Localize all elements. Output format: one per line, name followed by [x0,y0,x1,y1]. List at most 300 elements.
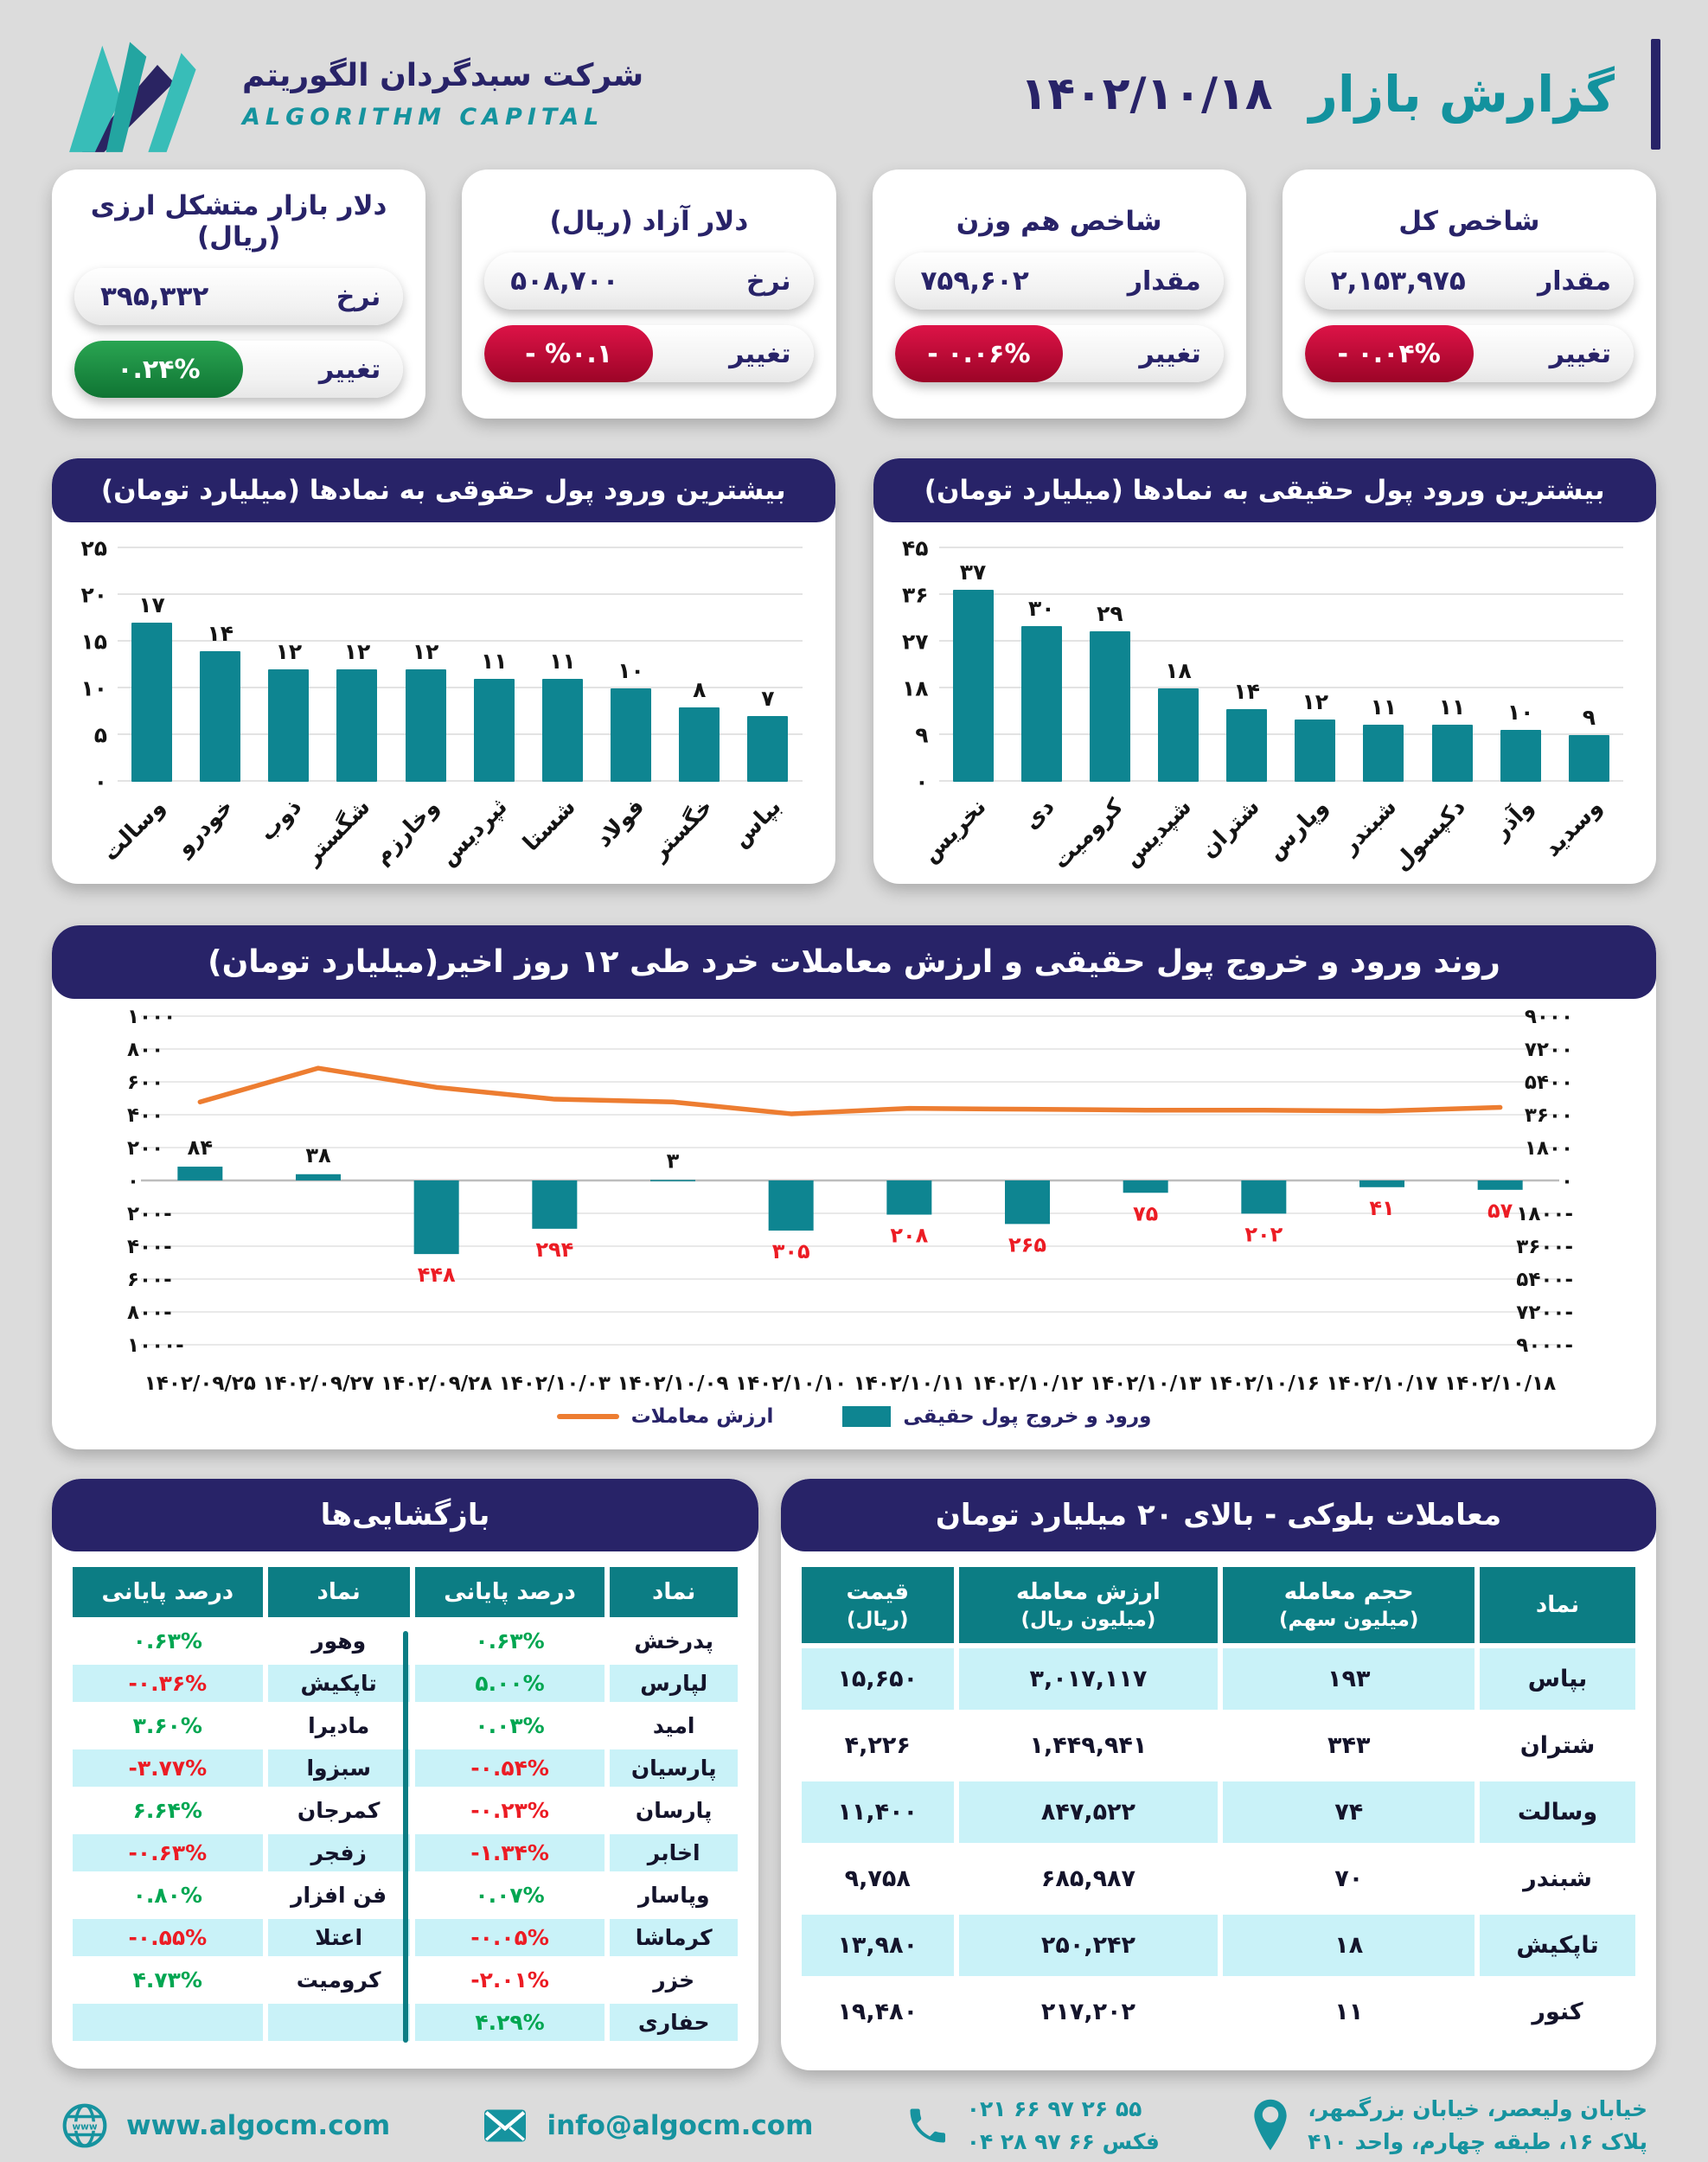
symbol-cell: پدرخش [610,1622,738,1660]
bar-value-label: ۱۱ [1370,694,1398,720]
phone-icon [905,2103,950,2148]
y-tick-label: ۳۶ [901,582,929,608]
email-link[interactable]: info@algocm.com [547,2109,814,2141]
bars [939,548,1624,782]
percent-cell [73,2004,263,2041]
table-row [802,1715,1635,1776]
svg-text:-۹۰۰۰: -۹۰۰۰ [1515,1334,1573,1357]
address-line-2: پلاک ۱۶، طبقه چهارم، واحد ۴۱۰ [1308,2129,1647,2154]
y-tick-label: ۴۵ [901,535,929,561]
value-cell: ۸۴۷,۵۲۲ [959,1781,1219,1843]
trend-chart-card [52,925,1656,1449]
phone-lines [967,2096,1160,2154]
x-label: دکپسول [1388,794,1471,877]
symbol-cell: کرماشا [610,1919,738,1956]
y-tick-label: ۰ [93,769,107,795]
symbol-cell: خزر [610,1961,738,1999]
bar-group [121,548,182,782]
svg-text:۱۴۰۲/۰۹/۲۷: ۱۴۰۲/۰۹/۲۷ [261,1372,374,1395]
value-number: ۲,۱۵۳,۹۷۵ [1330,265,1466,297]
address-lines [1308,2096,1647,2154]
stat-card-title: دلار بازار متشکل ارزی (ریال) [90,190,387,253]
table-row [802,1981,1635,2043]
value-label: مقدار [1127,265,1201,297]
bar-value-label: ۱۲ [343,639,371,665]
y-axis [887,535,939,795]
bar [200,651,240,782]
bar-value-label: ۸ [693,676,707,702]
title-accent-bar [1651,39,1660,150]
change-pill [74,341,403,398]
footer-email [481,2105,813,2146]
legend-item-money-flow [842,1405,1151,1428]
svg-text:۱۰۰۰: ۱۰۰۰ [126,1006,176,1028]
svg-text:۱۴۰۲/۱۰/۱۸: ۱۴۰۲/۱۰/۱۸ [1443,1372,1556,1395]
bar [1432,725,1473,782]
bar [268,669,309,782]
symbol-cell: تاپکیش [1480,1915,1635,1976]
bar [1295,720,1335,782]
bar [131,623,172,782]
svg-text:۵۴۰۰: ۵۴۰۰ [1524,1071,1573,1094]
bar-group [1216,548,1277,782]
value-number: ۳۹۵,۳۳۲ [100,281,209,312]
line-swatch-icon [557,1414,619,1419]
reopenings-card [52,1479,758,2069]
x-label: وپارس [1262,794,1334,866]
svg-text:۸۰۰: ۸۰۰ [126,1039,163,1061]
value-pill [1305,253,1634,310]
svg-text:۱۴۰۲/۱۰/۱۱: ۱۴۰۲/۱۰/۱۱ [853,1372,965,1395]
y-tick-label: ۱۵ [80,629,107,655]
y-tick-label: ۲۷ [901,629,929,655]
footer-phone [905,2096,1160,2154]
symbol-cell: فن افزار [268,1877,410,1914]
bar-group [464,548,525,782]
svg-text:-۱۸۰۰: -۱۸۰۰ [1515,1203,1573,1225]
block-trades-table [796,1562,1641,2048]
table-row [802,1848,1635,1909]
svg-text:-۲۰۰: -۲۰۰ [126,1203,172,1225]
svg-text:-۴۰۰: -۴۰۰ [126,1236,172,1258]
bar [474,679,515,782]
bar-value-label: ۱۱ [481,649,508,675]
svg-text:۱۴۰۲/۱۰/۱۶: ۱۴۰۲/۱۰/۱۶ [1207,1372,1320,1395]
svg-text:۱۴۰۲/۱۰/۱۷: ۱۴۰۲/۱۰/۱۷ [1325,1372,1438,1395]
svg-text:-۵۴۰۰: -۵۴۰۰ [1515,1269,1573,1291]
value-label: نرخ [336,281,381,312]
symbol-cell: اعتلا [268,1919,410,1956]
percent-cell: ۰.۰۷% [415,1877,605,1914]
reopenings-title: بازگشایی‌ها [52,1479,758,1551]
value-cell: ۲۱۷,۲۰۲ [959,1981,1219,2043]
bar-value-label: ۱۰ [617,658,644,683]
x-label: خودرو [171,794,239,861]
svg-text:۶۰۰: ۶۰۰ [126,1071,163,1094]
svg-text:۱۴۰۲/۰۹/۲۸: ۱۴۰۲/۰۹/۲۸ [380,1372,492,1395]
bar-value-label: ۹ [1582,705,1596,730]
price-cell: ۹,۷۵۸ [802,1848,954,1909]
price-cell: ۱۱,۴۰۰ [802,1781,954,1843]
svg-text:۱۸۰۰: ۱۸۰۰ [1524,1137,1573,1160]
bar [1021,626,1062,782]
volume-cell: ۳۴۳ [1223,1715,1475,1776]
price-cell: ۱۵,۶۵۰ [802,1648,954,1710]
symbol-cell: شبندر [1480,1848,1635,1909]
chart-title: بیشترین ورود پول حقوقی به نمادها (میلیارد تومان) [52,458,835,522]
bar-group [326,548,387,782]
stat-card [1283,170,1656,419]
bar [953,590,994,782]
x-label: کرومیت [1047,794,1129,875]
svg-text:۳۰۵: ۳۰۵ [771,1238,810,1263]
stat-card [462,170,835,419]
address-line-1: خیابان ولیعصر، خیابان بزرگمهر، [1308,2096,1647,2121]
change-label: تغییر [1139,338,1201,369]
bar-group [1148,548,1209,782]
table-row [802,1781,1635,1843]
x-label: ثپردیس [435,794,513,872]
y-tick-label: ۵ [93,722,107,748]
bar [1158,688,1199,782]
bar-chart-real [887,535,1624,795]
bar [1569,735,1609,782]
svg-text:۸۴: ۸۴ [187,1135,213,1161]
symbol-cell: اخابر [610,1834,738,1871]
phone-number: ۰۲۱ ۶۶ ۹۷ ۲۶ ۵۵ [966,2096,1142,2121]
column-header: حجم معامله (میلیون سهم) [1223,1567,1475,1643]
bar-value-label: ۱۲ [275,639,303,665]
volume-cell: ۱۹۳ [1223,1648,1475,1710]
column-header: درصد پایانی [415,1567,605,1617]
symbol-cell: پارسیان [610,1749,738,1787]
brand-text [242,58,643,131]
x-label: شتران [1195,794,1265,864]
fax-number: ۰۴ ۲۸ ۹۷ ۶۶ فکس [966,2129,1160,2154]
svg-text:۱۴۰۲/۱۰/۱۲: ۱۴۰۲/۱۰/۱۲ [970,1372,1084,1395]
column-header: نماد [268,1567,410,1617]
svg-text:-۱۰۰۰: -۱۰۰۰ [126,1334,184,1357]
location-pin-icon [1251,2098,1290,2153]
bar-group [1558,548,1620,782]
column-header: درصد پایانی [73,1567,263,1617]
x-label: دی [1018,794,1060,835]
y-tick-label: ۱۰ [80,675,107,701]
table-divider [403,1631,408,2043]
percent-cell: -۰.۳۶% [73,1665,263,1702]
symbol-cell: وسالت [1480,1781,1635,1843]
bar [1363,725,1404,782]
bar-value-label: ۷ [761,686,775,712]
symbol-cell: بپاس [1480,1648,1635,1710]
stat-card-title: شاخص کل [1398,206,1540,237]
bar-group [668,548,730,782]
block-trades-card [781,1479,1656,2070]
trend-chart-title: روند ورود و خروج پول حقیقی و ارزش معاملات خرد طی ۱۲ روز اخیر(میلیارد تومان) [52,925,1656,999]
plot-area [939,548,1624,782]
percent-cell: -۰.۶۳% [73,1834,263,1871]
symbol-cell: وهور [268,1622,410,1660]
footer-address [1251,2096,1647,2154]
symbol-cell: امید [610,1707,738,1744]
svg-text:۱۴۰۲/۱۰/۱۰: ۱۴۰۲/۱۰/۱۰ [734,1372,847,1395]
symbol-cell [268,2004,410,2041]
svg-text:۴۱: ۴۱ [1368,1195,1395,1220]
svg-text:-۳۶۰۰: -۳۶۰۰ [1515,1236,1573,1258]
svg-text:۵۷: ۵۷ [1487,1198,1513,1223]
symbol-cell: تاپکیش [268,1665,410,1702]
x-label: شپدیس [1118,794,1197,873]
value-cell: ۳,۰۱۷,۱۱۷ [959,1648,1219,1710]
change-pill [484,325,813,382]
volume-cell: ۱۸ [1223,1915,1475,1976]
bar-group [395,548,457,782]
envelope-icon [481,2105,529,2146]
symbol-cell: کنور [1480,1981,1635,2043]
percent-cell: -۳.۷۷% [73,1749,263,1787]
footer [61,2096,1647,2154]
brand-name-en: ALGORITHM CAPITAL [242,104,605,131]
volume-cell: ۷۰ [1223,1848,1475,1909]
bar-value-label: ۱۱ [549,649,576,675]
stat-cards-row [52,170,1656,419]
svg-text:-۶۰۰: -۶۰۰ [126,1269,172,1291]
value-pill [74,268,403,325]
volume-cell: ۷۴ [1223,1781,1475,1843]
svg-text:۲۹۴: ۲۹۴ [534,1237,573,1262]
y-tick-label: ۰ [915,769,929,795]
bar-value-label: ۱۷ [138,592,165,618]
value-number: ۵۰۸,۷۰۰ [510,265,619,297]
svg-text:۰: ۰ [1560,1170,1573,1193]
bar-group [189,548,251,782]
price-cell: ۱۹,۴۸۰ [802,1981,954,2043]
bar-chart-legal [66,535,803,795]
bar [611,688,651,782]
bar-group [258,548,319,782]
percent-cell: -۰.۵۴% [415,1749,605,1787]
bar-group [1011,548,1072,782]
bars [118,548,803,782]
value-pill [484,253,813,310]
x-label: نخریس [917,794,992,868]
value-label: مقدار [1537,265,1611,297]
chart-card-real-money-inflow [873,458,1657,884]
svg-text:۱۴۰۲/۱۰/۰۳: ۱۴۰۲/۱۰/۰۳ [498,1372,611,1395]
symbol-cell: وپاسار [610,1877,738,1914]
x-label: وسدید [1538,794,1608,862]
bar [406,669,446,782]
y-axis [66,535,118,795]
bar-group [600,548,662,782]
trend-legend [52,1405,1656,1428]
bar-value-label: ۱۱ [1438,694,1466,720]
svg-text:www: www [72,2121,98,2133]
bar-value-label: ۱۲ [412,639,439,665]
bar-group [737,548,798,782]
bar-value-label: ۲۹ [1097,601,1123,626]
block-trades-title: معاملات بلوکی - بالای ۲۰ میلیارد تومان [781,1479,1656,1551]
bar-value-label: ۳۰ [1027,596,1055,621]
globe-www-icon [61,2101,109,2150]
header [0,0,1708,164]
table-row [802,1915,1635,1976]
x-label: وآذر [1487,794,1539,845]
bar [1500,730,1541,782]
y-tick-label: ۲۰ [80,582,107,608]
svg-text:۳: ۳ [666,1148,679,1174]
website-link[interactable]: www.algocm.com [126,2109,391,2141]
percent-cell: ۴.۷۳% [73,1961,263,1999]
legend-label: ورود و خروج پول حقیقی [903,1405,1152,1428]
bar [1226,709,1267,782]
percent-cell: -۰.۰۵% [415,1919,605,1956]
percent-cell: ۰.۸۰% [73,1877,263,1914]
algorithm-capital-logo-icon [61,35,225,154]
x-label: بپاس [727,794,787,853]
value-number: ۷۵۹,۶۰۲ [920,265,1029,297]
legend-item-trade-value [557,1405,774,1428]
bar-group [1353,548,1414,782]
percent-cell: ۴.۲۹% [415,2004,605,2041]
bar [679,707,720,782]
volume-cell: ۱۱ [1223,1981,1475,2043]
bar-value-label: ۱۰ [1506,700,1534,725]
svg-text:۱۴۰۲/۰۹/۲۵: ۱۴۰۲/۰۹/۲۵ [144,1372,256,1395]
x-label: وسالت [97,794,170,867]
price-cell: ۱۳,۹۸۰ [802,1915,954,1976]
value-cell: ۶۸۵,۹۸۷ [959,1848,1219,1909]
bar-value-label: ۱۴ [207,620,233,646]
svg-text:۲۰۰: ۲۰۰ [126,1137,163,1160]
y-tick-label: ۹ [915,722,929,748]
symbol-cell: زفجر [268,1834,410,1871]
report-title-group [1020,39,1660,150]
percent-cell: -۲.۰۱% [415,1961,605,1999]
change-pill [895,325,1224,382]
bar-value-label: ۱۸ [1165,658,1192,683]
tables-row [52,1479,1656,2070]
svg-text:۲۰۸: ۲۰۸ [889,1223,928,1248]
x-axis-labels [97,785,803,879]
x-label: ذوب [254,794,308,847]
bar [336,669,377,782]
svg-text:-۷۲۰۰: -۷۲۰۰ [1515,1302,1573,1324]
x-label: وخارزم [368,794,445,870]
page-title: گزارش بازار [1308,65,1615,124]
x-label: فولاد [590,794,649,853]
price-cell: ۴,۲۲۶ [802,1715,954,1776]
stat-card [873,170,1246,419]
symbol-cell: سبزوا [268,1749,410,1787]
bar-group [942,548,1003,782]
percent-cell: ۰.۶۳% [73,1622,263,1660]
bar [747,716,788,782]
x-label: شگستر [299,794,376,870]
svg-text:۹۰۰۰: ۹۰۰۰ [1524,1006,1573,1028]
symbol-cell: حفاری [610,2004,738,2041]
stat-card-title: دلار آزاد (ریال) [549,206,749,237]
value-pill [895,253,1224,310]
x-label: شبندر [1336,794,1403,860]
bar-group [1284,548,1346,782]
bar-group [1079,548,1141,782]
symbol-cell: مادیرا [268,1707,410,1744]
column-header: نماد [1480,1567,1635,1643]
column-header: ارزش معامله (میلیون ریال) [959,1567,1219,1643]
symbol-cell: کمرجان [268,1792,410,1829]
change-label: تغییر [318,354,381,385]
svg-text:۷۲۰۰: ۷۲۰۰ [1524,1039,1573,1061]
brand [61,35,643,154]
column-header: نماد [610,1567,738,1617]
svg-text:۲۰۲: ۲۰۲ [1244,1222,1283,1247]
bar-group [1421,548,1482,782]
percent-cell: ۰.۶۳% [415,1622,605,1660]
report-date: ۱۴۰۲/۱۰/۱۸ [1020,68,1273,120]
stat-card [52,170,425,419]
symbol-cell: کرومیت [268,1961,410,1999]
bar [542,679,583,782]
bar-value-label: ۱۴ [1233,679,1260,704]
bar-value-label: ۱۲ [1302,689,1329,714]
svg-text:۲۶۵: ۲۶۵ [1008,1232,1046,1257]
bar-group [1490,548,1551,782]
symbol-cell: شتران [1480,1715,1635,1776]
y-tick-label: ۱۸ [901,675,929,701]
percent-cell: ۵.۰۰% [415,1665,605,1702]
percent-cell: ۶.۶۴% [73,1792,263,1829]
change-label: تغییر [729,338,791,369]
percent-cell: -۰.۲۳% [415,1792,605,1829]
svg-text:۱۴۰۲/۱۰/۱۳: ۱۴۰۲/۱۰/۱۳ [1089,1372,1201,1395]
legend-label: ارزش معاملات [630,1405,774,1428]
svg-text:۴۴۸: ۴۴۸ [417,1263,456,1288]
svg-text:۰: ۰ [126,1170,139,1193]
chart-title: بیشترین ورود پول حقیقی به نمادها (میلیارد تومان) [873,458,1657,522]
svg-text:-۸۰۰: -۸۰۰ [126,1302,172,1324]
x-axis-labels [917,785,1624,879]
top-charts-row [52,458,1656,884]
percent-cell: ۳.۶۰% [73,1707,263,1744]
trend-combo-chart [52,999,1656,1405]
change-pill [1305,325,1634,382]
brand-name-fa: شرکت سبدگردان الگوریتم [242,58,644,93]
bar-group [532,548,593,782]
symbol-cell: لپارس [610,1665,738,1702]
plot-area [118,548,803,782]
table-row [802,1648,1635,1710]
svg-text:۳۶۰۰: ۳۶۰۰ [1524,1104,1573,1127]
svg-text:۴۰۰: ۴۰۰ [126,1104,163,1127]
svg-text:۱۴۰۲/۱۰/۰۹: ۱۴۰۲/۱۰/۰۹ [616,1372,729,1395]
bar-value-label: ۳۷ [959,560,987,585]
column-header: قیمت (ریال) [802,1567,954,1643]
value-cell: ۱,۴۴۹,۹۴۱ [959,1715,1219,1776]
percent-cell: ۰.۰۳% [415,1707,605,1744]
value-cell: ۲۵۰,۲۴۲ [959,1915,1219,1976]
change-badge: - %۰.۱ [484,325,653,382]
bar [1090,631,1130,782]
x-label: شستا [518,794,581,857]
x-label: خگستر [646,794,719,866]
change-badge: ۰.۲۴% [74,341,243,398]
change-label: تغییر [1549,338,1611,369]
svg-text:۳۸: ۳۸ [304,1142,331,1167]
percent-cell: -۱.۳۴% [415,1834,605,1871]
y-tick-label: ۲۵ [80,535,107,561]
change-badge: - ۰.۰۴% [1305,325,1474,382]
